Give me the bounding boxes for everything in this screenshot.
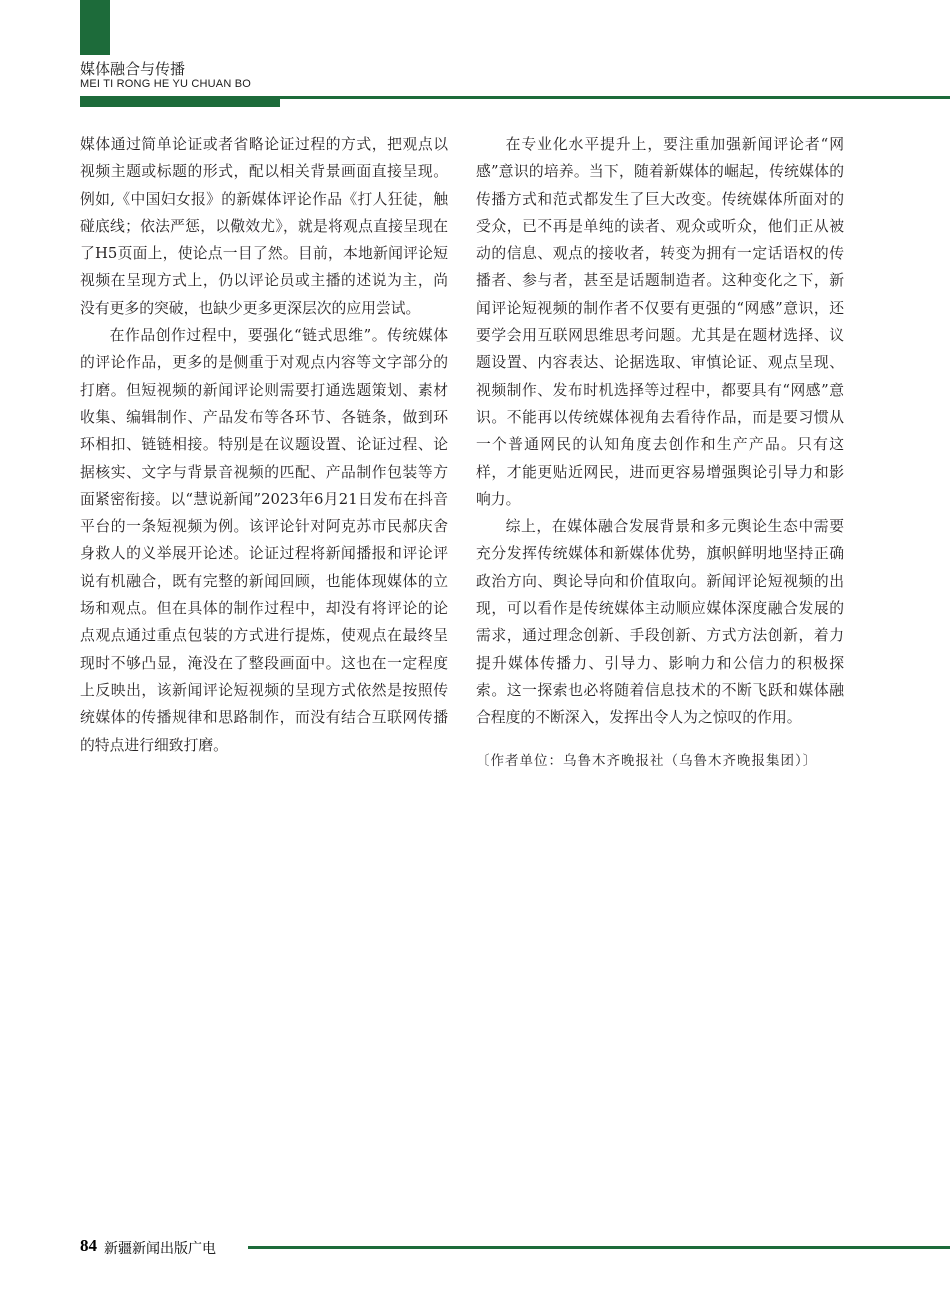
body-paragraph: 媒体通过简单论证或者省略论证过程的方式，把观点以视频主题或标题的形式，配以相关背景画面直接呈现。例如,《中国妇女报》的新媒体评论作品《打人狂徒，触碰底线；依法严惩，以儆效尤》，就是将观点直接呈现在了H5页面上，使论点一目了然。目前，本地新闻评论短视频在呈现方式上，仍以评论员或主播的述说为主，尚没有更多的突破，也缺少更多更深层次的应用尝试。 (80, 136, 448, 317)
header-accent-block (80, 0, 110, 55)
body-paragraph: 在作品创作过程中，要强化“链式思维”。传统媒体的评论作品，更多的是侧重于对观点内容等文字部分的打磨。但短视频的新闻评论则需要打通选题策划、素材收集、编辑制作、产品发布等各环节、各链条，做到环环相扣、链链相接。特别是在议题设置、论证过程、论据核实、文字与背景音视频的匹配、产品制作包装等方面紧密衔接。以“慧说新闻”2023年6月21日发布在抖音平台的一条短视频为例。该评论针对阿克苏市民郝庆舍身救人的义举展开论述。论证过程将新闻播报和评论评说有机融合，既有完整的新闻回顾，也能体现媒体的立场和观点。但在具体的制作过程中，却没有将评论的论点观点通过重点包装的方式进行提炼，使观点在最终呈现时不够凸显，淹没在了整段画面中。这也在一定程度上反映出，该新闻评论短视频的呈现方式依然是按照传统媒体的传播规律和思路制作，而没有结合互联网传播的特点进行细致打磨。 (80, 327, 448, 754)
left-column (80, 131, 448, 759)
author-affiliation: 〔作者单位：乌鲁木齐晚报社（乌鲁木齐晚报集团）〕 (476, 752, 818, 769)
body-paragraph: 在专业化水平提升上，要注重加强新闻评论者“网感”意识的培养。当下，随着新媒体的崛起，传统媒体的传播方式和范式都发生了巨大改变。传统媒体所面对的受众，已不再是单纯的读者、观众或听众，他们正从被动的信息、观点的接收者，转变为拥有一定话语权的传播者、参与者，甚至是话题制造者。这种变化之下，新闻评论短视频的制作者不仅要有更强的“网感”意识，还要学会用互联网思维思考问题。尤其是在题材选择、议题设置、内容表达、论据选取、审慎论证、观点呈现、视频制作、发布时机选择等过程中，都要具有“网感”意识。不能再以传统媒体视角去看待作品，而是要习惯从一个普通网民的认知角度去创作和生产产品。只有这样，才能更贴近网民，进而更容易增强舆论引导力和影响力。 (476, 136, 844, 508)
footer-rule (248, 1246, 950, 1249)
journal-title: 新疆新闻出版广电 (104, 1241, 216, 1257)
section-title-pinyin: MEI TI RONG HE YU CHUAN BO (80, 78, 252, 90)
body-paragraph: 综上，在媒体融合发展背景和多元舆论生态中需要充分发挥传统媒体和新媒体优势，旗帜鲜明地坚持正确政治方向、舆论导向和价值取向。新闻评论短视频的出现，可以看作是传统媒体主动顺应媒体深度融合发展的需求，通过理念创新、手段创新、方式方法创新，着力提升媒体传播力、引导力、影响力和公信力的积极探索。这一探索也必将随着信息技术的不断飞跃和媒体融合程度的不断深入，发挥出令人为之惊叹的作用。 (476, 518, 844, 727)
page-number: 84 (80, 1236, 97, 1255)
header-rule-accent (80, 99, 280, 107)
right-column (476, 131, 844, 775)
section-title: 媒体融合与传播 (80, 60, 186, 78)
